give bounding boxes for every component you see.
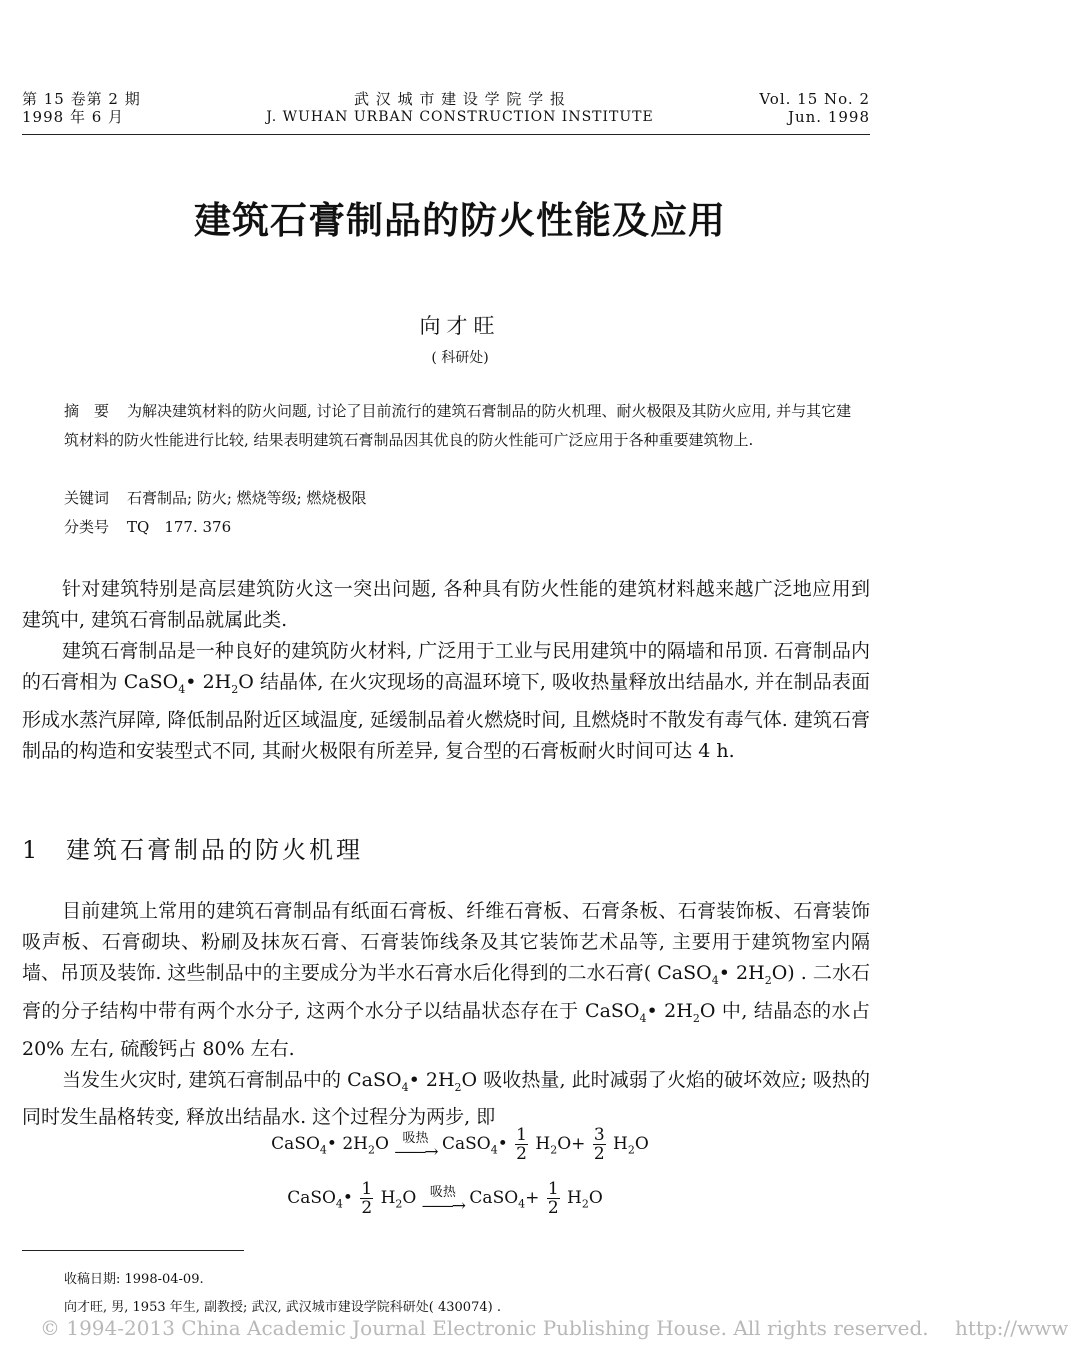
abstract-label: 摘 要 (64, 402, 110, 420)
journal-name-en: J. WUHAN URBAN CONSTRUCTION INSTITUTE (266, 109, 654, 125)
author-info: 向才旺, 男, 1953 年生, 副教授; 武汉, 武汉城市建设学院科研处( 430074) . (64, 1300, 501, 1315)
journal-volume-en (759, 90, 870, 126)
section-1-paragraph-2: 当发生火灾时, 建筑石膏制品中的 CaSO$_4$• $2H_2O$ 吸收热量, 此时减弱了火焰的破坏效应; 吸热的同时发生晶格转变, 释放出结晶水. 这个过程分为两步, 即 (22, 1068, 870, 1129)
reaction-arrow: 吸热 ——→ (421, 1184, 465, 1216)
volume-en: Vol. 15 No. 2 (759, 90, 870, 108)
classification (64, 513, 854, 542)
equation-1: CaSO$_4$• $2H_2O$ 吸热 ——→ CaSO$_4$• $\frac{1}{2}$ $H_2O+$ $\frac{3}{2}$ $H_2O$ (271, 1125, 649, 1164)
copyright-watermark: © 1994-2013 China Academic Journal Electronic Publishing House. All rights reserved. http://www (40, 1316, 1068, 1340)
author-affiliation: ( 科研处) (431, 350, 489, 366)
author-name: 向才旺 (419, 314, 501, 338)
section-title: 建筑石膏制品的防火机理 (66, 836, 363, 864)
volume-issue: 第 15 卷第 2 期 (22, 90, 141, 108)
fraction: $\frac{1}{2}$ (516, 1125, 527, 1164)
section-number: 1 (22, 836, 41, 864)
intro-paragraph-2: 建筑石膏制品是一种良好的建筑防火材料, 广泛用于工业与民用建筑中的隔墙和吊顶. 石膏制品内的石膏相为 CaSO$_4$• $2H_2O$ 结晶体, 在火灾现场的高温环境下, 吸收热量释放出结晶水, 并在制品表面形成水蒸汽屏障, 降低制品附近区域温度, 延缓制品着火燃烧时间, 且燃烧时不散发有毒气体. 建筑石膏制品的构造和安装型式不同, 其耐火极限有所差异, 复合型的石膏板耐火时间可达 4 h. (22, 640, 871, 762)
classification-text: TQ 177. 376 (127, 518, 232, 536)
keywords (64, 484, 854, 513)
section-1-paragraph-1: 目前建筑上常用的建筑石膏制品有纸面石膏板、纤维石膏板、石膏条板、石膏装饰板、石膏装饰吸声板、石膏砌块、粉刷及抹灰石膏、石膏装饰线条及其它装饰艺术品等, 主要用于建筑物室内隔墙、吊顶及装饰. 这些制品中的主要成分为半水石膏水后化得到的二水石膏( CaSO$_4$• $2H_2O$) . 二水石膏的分子结构中带有两个水分子, 这两个水分子以结晶状态存在于 CaSO$_4$• $2H_2O$ 中, 结晶态的水占 20% 左右, 硫酸钙占 80% 左右. (22, 900, 871, 1060)
equation-2: CaSO$_4$• $\frac{1}{2}$ $H_2O$ 吸热 ——→ CaSO$_4$+ $\frac{1}{2}$ $H_2O$ (287, 1179, 603, 1218)
fraction: $\frac{1}{2}$ (547, 1179, 559, 1218)
intro-body (22, 574, 870, 767)
fraction: $\frac{3}{2}$ (593, 1125, 605, 1164)
footnote-rule (22, 1250, 244, 1251)
section-heading (22, 830, 363, 865)
issue-date: 1998 年 6 月 (22, 108, 125, 126)
classification-label: 分类号 (64, 518, 110, 536)
abstract-text: 为解决建筑材料的防火问题, 讨论了目前流行的建筑石膏制品的防火机理、耐火极限及其防火应用, 并与其它建筑材料的防火性能进行比较, 结果表明建筑石膏制品因其优良的防火性能可广泛应用于各种重要建筑物上. (64, 402, 852, 449)
abstract (64, 397, 854, 455)
article-title: 建筑石膏制品的防火性能及应用 (194, 199, 726, 242)
journal-name-cn: 武 汉 城 市 建 设 学 院 学 报 (354, 90, 566, 108)
keywords-label: 关键词 (64, 489, 110, 507)
date-en: Jun. 1998 (787, 108, 870, 126)
intro-paragraph-1: 针对建筑特别是高层建筑防火这一突出问题, 各种具有防火性能的建筑材料越来越广泛地应用到建筑中, 建筑石膏制品就属此类. (22, 578, 870, 631)
received-date: 收稿日期: 1998-04-09. (64, 1272, 204, 1287)
section-1-body (22, 896, 870, 1133)
keywords-text: 石膏制品; 防火; 燃烧等级; 燃烧极限 (127, 489, 367, 507)
reaction-arrow: 吸热 ——→ (394, 1130, 437, 1162)
fraction: $\frac{1}{2}$ (361, 1179, 373, 1218)
header-rule (22, 134, 870, 135)
